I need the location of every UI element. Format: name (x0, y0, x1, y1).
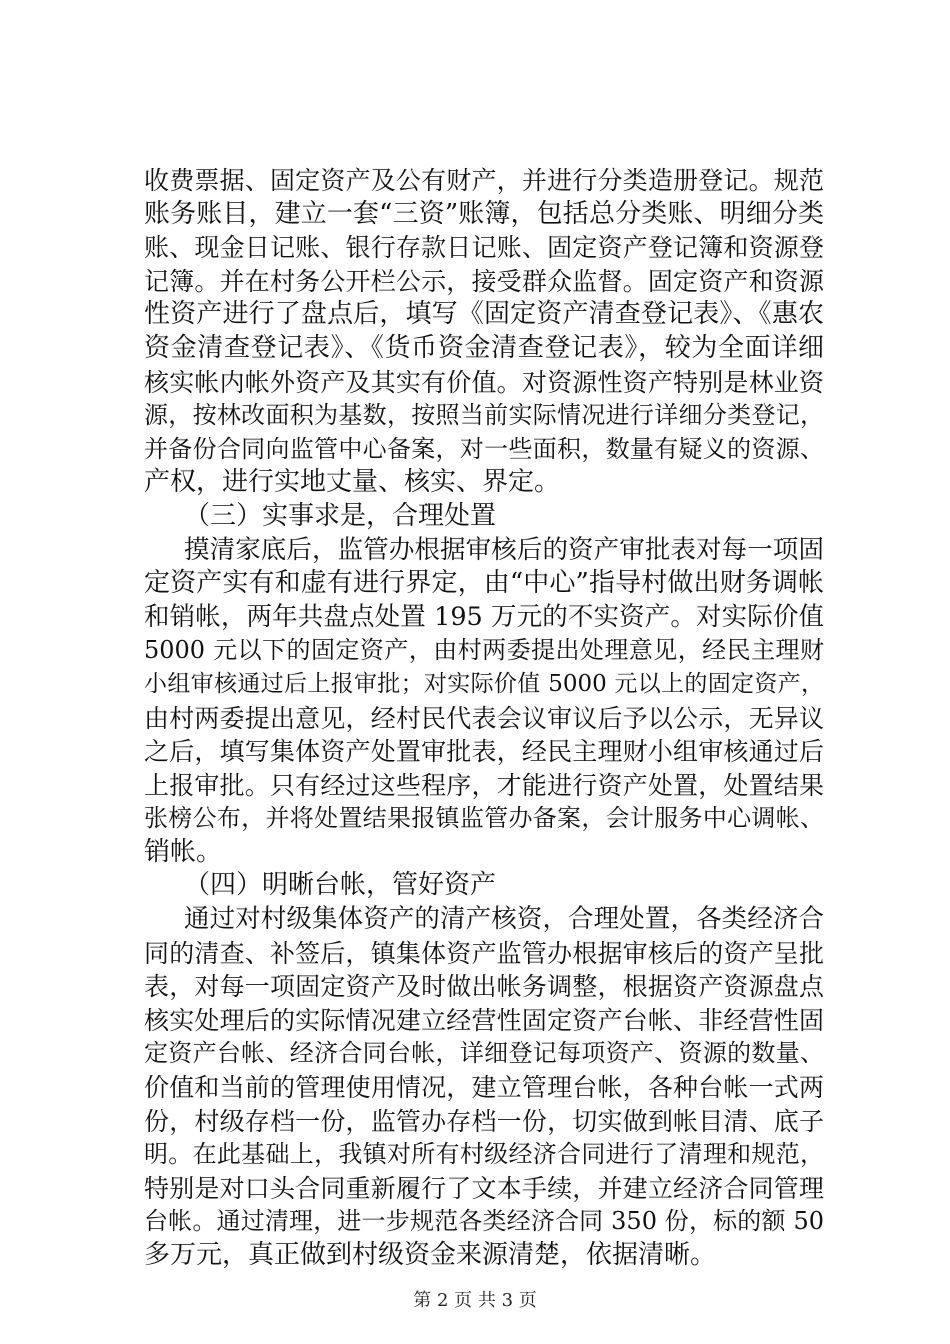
paragraph-line: 5000 元以下的固定资产，由村两委提出处理意见，经民主理财 (144, 636, 824, 665)
paragraph-line: 份，村级存档一份，监管办存档一份，切实做到帐目清、底子 (144, 1106, 824, 1136)
paragraph-line: 特别是对口头合同重新履行了文本手续，并建立经济合同管理 (144, 1173, 824, 1203)
paragraph-line: 产权，进行实地丈量、核实、界定。 (144, 467, 561, 498)
paragraph-line: 和销帐，两年共盘点处置 195 万元的不实资产。对实际价值 (144, 601, 824, 632)
page-footer: 第 2 页 共 3 页 (413, 1290, 537, 1311)
paragraph-line: 小组审核通过后上报审批；对实际价值 5000 元以上的固定资产， (144, 670, 824, 697)
paragraph-line: 明。在此基础上，我镇对所有村级经济合同进行了清理和规范， (144, 1140, 824, 1169)
paragraph-line: 核实处理后的实际情况建立经营性固定资产台帐、非经营性固 (144, 1005, 824, 1035)
section-heading: （四）明晰台帐，管好资产 (184, 870, 497, 901)
paragraph-line: 台帐。通过清理，进一步规范各类经济合同 350 份，标的额 50 (144, 1207, 824, 1236)
paragraph-line: 收费票据、固定资产及公有财产，并进行分类造册登记。规范 (144, 166, 824, 195)
paragraph-line: 定资产实有和虚有进行界定，由“中心”指导村做出财务调帐 (144, 568, 824, 599)
paragraph-line: 表，对每一项固定资产及时做出帐务调整，根据资产资源盘点 (144, 972, 824, 1002)
paragraph-line: 多万元，真正做到村级资金来源清楚，依据清晰。 (144, 1240, 717, 1270)
paragraph-line: 由村两委提出意见，经村民代表会议审议后予以公示，无异议 (144, 703, 824, 733)
paragraph-line: 之后，填写集体资产处置审批表，经民主理财小组审核通过后 (144, 737, 824, 767)
paragraph-line: 同的清查、补签后，镇集体资产监管办根据审核后的资产呈批 (144, 938, 824, 968)
paragraph-line: 源，按林改面积为基数，按照当前实际情况进行详细分类登记， (144, 401, 824, 430)
document-body (144, 164, 824, 1273)
paragraph-line: 核实帐内帐外资产及其实有价值。对资源性资产特别是林业资 (144, 367, 824, 397)
paragraph-line: 并备份合同向监管中心备案，对一些面积，数量有疑义的资源、 (144, 434, 824, 463)
paragraph-line: 通过对村级集体资产的清产核资，合理处置，各类经济合 (184, 904, 824, 935)
section-heading: （三）实事求是，合理处置 (184, 500, 497, 531)
paragraph-line: 性资产进行了盘点后，填写《固定资产清查登记表》、《惠农 (144, 299, 824, 330)
paragraph-line: 上报审批。只有经过这些程序，才能进行资产处置，处置结果 (144, 770, 824, 800)
paragraph-line: 摸清家底后，监管办根据审核后的资产审批表对每一项固 (184, 534, 824, 565)
paragraph-line: 账、现金日记账、银行存款日记账、固定资产登记簿和资源登 (144, 233, 824, 263)
paragraph-line: 张榜公布，并将处置结果报镇监管办备案，会计服务中心调帐、 (144, 804, 824, 833)
paragraph-line: 资金清查登记表》、《货币资金清查登记表》，较为全面详细 (144, 332, 824, 363)
paragraph-line: 定资产台帐、经济合同台帐，详细登记每项资产、资源的数量、 (144, 1039, 824, 1068)
paragraph-line: 账务账目，建立一套“三资”账簿，包括总分类账、明细分类 (144, 198, 824, 229)
paragraph-line: 销帐。 (144, 836, 223, 867)
paragraph-line: 价值和当前的管理使用情况，建立管理台帐，各种台帐一式两 (144, 1073, 824, 1103)
paragraph-line: 记簿。并在村务公开栏公示，接受群众监督。固定资产和资源 (144, 266, 824, 296)
